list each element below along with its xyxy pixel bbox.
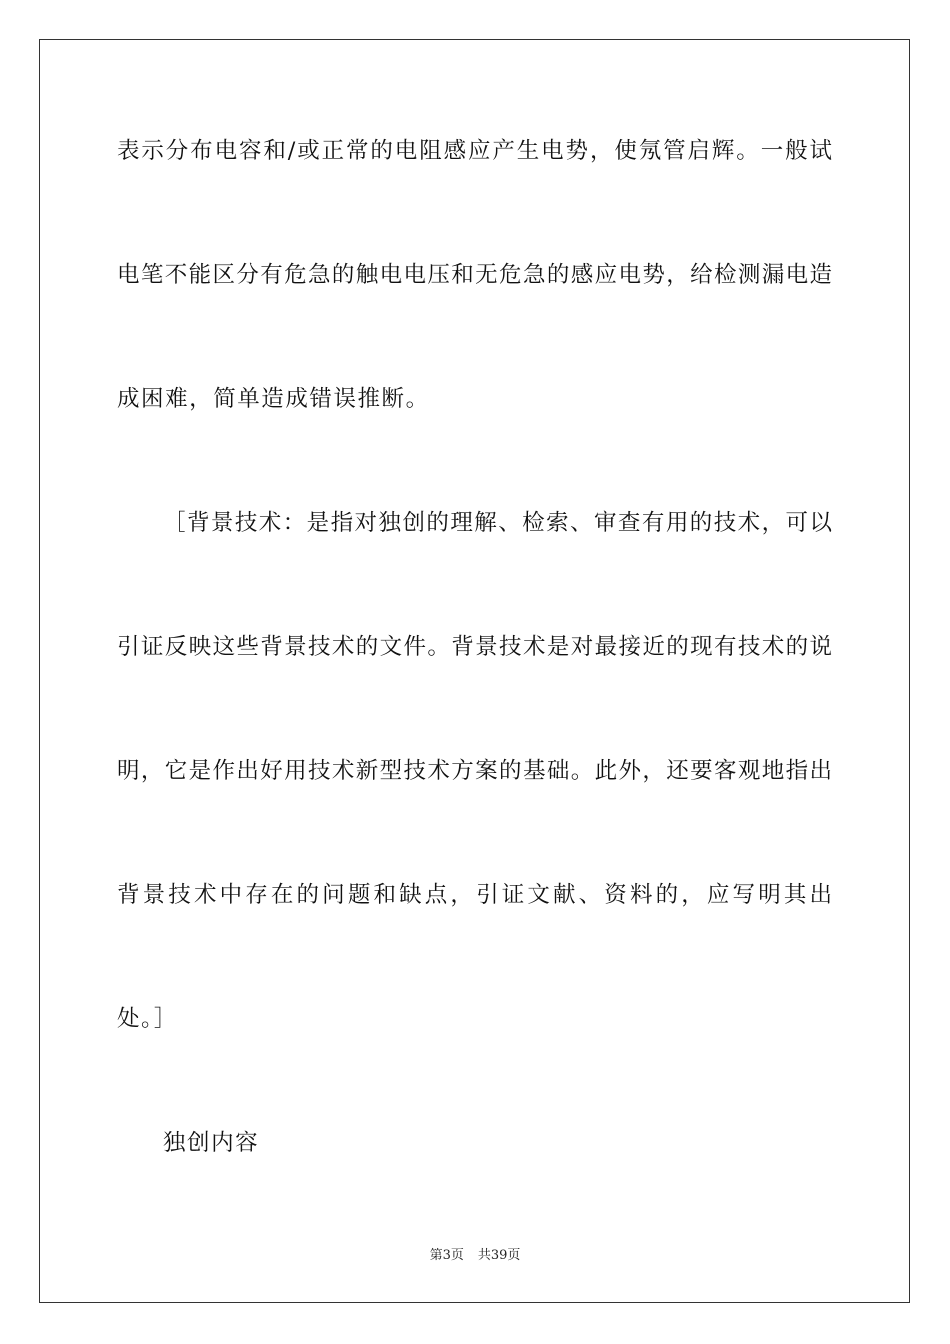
page-frame [39, 39, 910, 1303]
page-footer [0, 1248, 950, 1264]
total-pages: 共39页 [477, 1248, 521, 1263]
body-line-2: 电笔不能区分有危急的触电电压和无危急的感应电势，给检测漏电造 [117, 262, 832, 288]
body-line-3: 成困难，简单造成错误推断。 [117, 386, 430, 412]
body-line-5: 引证反映这些背景技术的文件。背景技术是对最接近的现有技术的说 [117, 634, 832, 660]
body-line-1: 表示分布电容和/或正常的电阻感应产生电势，使氖管启辉。一般试 [117, 138, 832, 164]
body-line-4: ［背景技术：是指对独创的理解、检索、审查有用的技术，可以 [163, 510, 832, 536]
body-line-6: 明，它是作出好用技术新型技术方案的基础。此外，还要客观地指出 [117, 758, 832, 784]
body-line-8: 处。］ [117, 1006, 178, 1032]
section-heading: 独创内容 [163, 1130, 260, 1156]
page-number: 第3页 [429, 1248, 464, 1263]
body-line-7: 背景技术中存在的问题和缺点，引证文献、资料的，应写明其出 [117, 882, 832, 908]
